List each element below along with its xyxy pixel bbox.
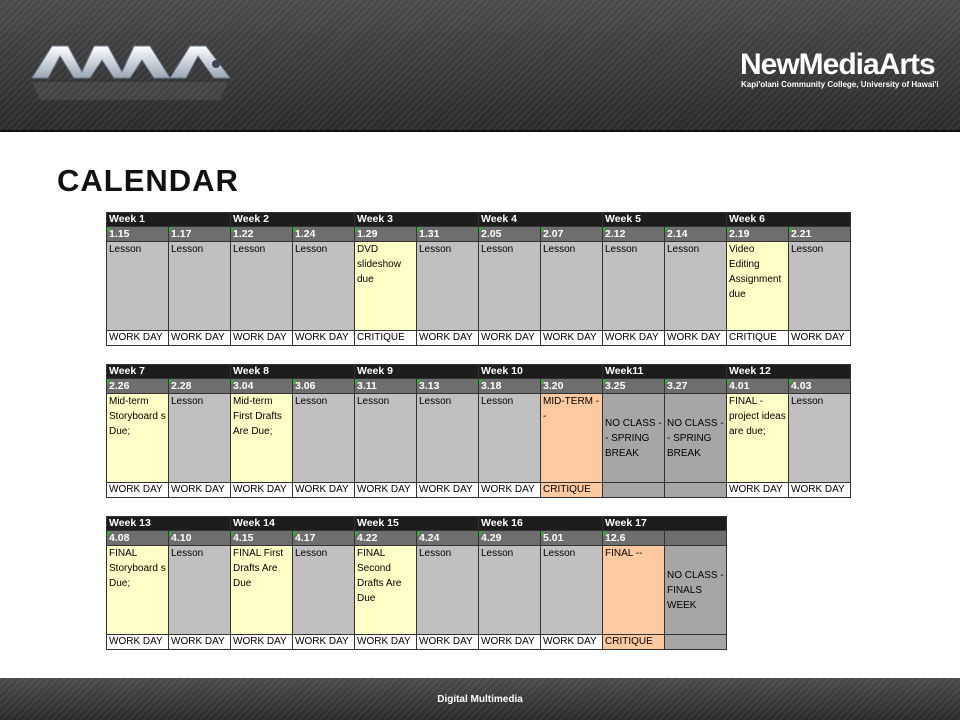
date-label: 1.15	[109, 228, 130, 240]
date-cell	[169, 227, 231, 242]
footer-cell: WORK DAY	[417, 635, 479, 650]
date-cell	[789, 227, 851, 242]
activity-cell: Mid-term First Drafts Are Due;	[231, 394, 293, 483]
date-cell	[417, 379, 479, 394]
week-label: Week11	[603, 365, 665, 379]
date-cell	[541, 227, 603, 242]
footer-cell: WORK DAY	[479, 331, 541, 346]
date-label: 2.19	[729, 228, 750, 240]
date-row	[107, 379, 851, 394]
date-label: 3.11	[357, 380, 377, 392]
cell-marker-icon	[603, 532, 607, 536]
date-label: 5.01	[543, 532, 564, 544]
footer-cell: WORK DAY	[231, 483, 293, 498]
date-label: 2.28	[171, 380, 192, 392]
date-label: 3.04	[233, 380, 254, 392]
footer-cell: WORK DAY	[293, 635, 355, 650]
activity-cell: Lesson	[355, 394, 417, 483]
date-cell	[417, 227, 479, 242]
week-label: Week 17	[603, 517, 665, 531]
date-cell	[231, 227, 293, 242]
week-label-spacer	[541, 365, 603, 379]
activity-cell: MID-TERM --	[541, 394, 603, 483]
cell-marker-icon	[107, 228, 111, 232]
brand-name: NewMediaArts	[740, 48, 935, 81]
activity-cell: NO CLASS -- SPRING BREAK	[665, 394, 727, 483]
activity-cell: Lesson	[417, 242, 479, 331]
date-label: 4.29	[481, 532, 502, 544]
date-label: 2.05	[481, 228, 502, 240]
week-label: Week 12	[727, 365, 789, 379]
cell-marker-icon	[665, 228, 669, 232]
cell-marker-icon	[231, 228, 235, 232]
date-cell	[169, 531, 231, 546]
cell-marker-icon	[169, 380, 173, 384]
cell-marker-icon	[665, 380, 669, 384]
date-label: 1.24	[295, 228, 316, 240]
week-label-spacer	[293, 517, 355, 531]
cell-marker-icon	[603, 380, 607, 384]
cell-marker-icon	[417, 228, 421, 232]
nma-logo	[30, 38, 240, 108]
cell-marker-icon	[789, 380, 793, 384]
footer-cell: WORK DAY	[169, 635, 231, 650]
date-label: 4.15	[233, 532, 254, 544]
date-label: 2.26	[109, 380, 130, 392]
week-label-spacer	[169, 517, 231, 531]
date-cell	[541, 531, 603, 546]
week-label: Week 9	[355, 365, 417, 379]
week-label-spacer	[417, 517, 479, 531]
week-label-spacer	[169, 213, 231, 227]
date-cell	[665, 227, 727, 242]
footer-row	[107, 331, 851, 346]
footer-cell: WORK DAY	[169, 331, 231, 346]
cell-marker-icon	[479, 228, 483, 232]
week-header-row	[107, 213, 851, 227]
footer-cell: WORK DAY	[355, 483, 417, 498]
footer-cell: WORK DAY	[231, 635, 293, 650]
week-label: Week 14	[231, 517, 293, 531]
activity-cell: Lesson	[479, 394, 541, 483]
week-label: Week 16	[479, 517, 541, 531]
footer-cell: WORK DAY	[789, 483, 851, 498]
date-label: 4.24	[419, 532, 440, 544]
footer-cell: WORK DAY	[355, 635, 417, 650]
activity-cell: Lesson	[479, 242, 541, 331]
footer-cell: WORK DAY	[417, 331, 479, 346]
date-label: 1.22	[233, 228, 254, 240]
activity-cell: Lesson	[479, 546, 541, 635]
week-label-spacer	[789, 213, 851, 227]
activity-cell: Lesson	[789, 394, 851, 483]
week-label-spacer	[541, 213, 603, 227]
footer-cell	[665, 483, 727, 498]
cell-marker-icon	[727, 228, 731, 232]
activity-cell: Lesson	[417, 394, 479, 483]
footer-cell: WORK DAY	[169, 483, 231, 498]
week-label-spacer	[665, 517, 727, 531]
footer-banner	[0, 678, 960, 720]
date-label: 2.14	[667, 228, 688, 240]
footer-cell	[603, 483, 665, 498]
date-label: 4.22	[357, 532, 378, 544]
cell-marker-icon	[107, 380, 111, 384]
week-label: Week 1	[107, 213, 169, 227]
activity-cell: Lesson	[107, 242, 169, 331]
footer-cell: WORK DAY	[665, 331, 727, 346]
footer-cell: WORK DAY	[107, 635, 169, 650]
date-label: 3.20	[543, 380, 564, 392]
footer-cell: WORK DAY	[231, 331, 293, 346]
week-label: Week 13	[107, 517, 169, 531]
footer-cell: WORK DAY	[293, 483, 355, 498]
date-cell	[727, 227, 789, 242]
date-label: 12.6	[605, 532, 626, 544]
date-label: 1.17	[171, 228, 192, 240]
cell-marker-icon	[355, 380, 359, 384]
activity-row	[107, 242, 851, 331]
date-cell	[479, 531, 541, 546]
activity-row	[107, 394, 851, 483]
cell-marker-icon	[417, 532, 421, 536]
footer-cell: WORK DAY	[541, 635, 603, 650]
activity-cell: FINAL --	[603, 546, 665, 635]
date-cell	[355, 531, 417, 546]
week-label: Week 2	[231, 213, 293, 227]
activity-cell: FINAL Storyboard s Due;	[107, 546, 169, 635]
activity-cell: Lesson	[169, 242, 231, 331]
header-banner	[0, 0, 960, 132]
cell-marker-icon	[541, 380, 545, 384]
footer-cell: WORK DAY	[541, 331, 603, 346]
week-label-spacer	[665, 213, 727, 227]
date-cell	[107, 531, 169, 546]
activity-row	[107, 546, 727, 635]
footer-cell: WORK DAY	[107, 331, 169, 346]
footer-label: Digital Multimedia	[437, 694, 523, 705]
activity-cell: Lesson	[417, 546, 479, 635]
date-cell	[169, 379, 231, 394]
cell-marker-icon	[293, 228, 297, 232]
week-label-spacer	[417, 213, 479, 227]
date-cell	[293, 227, 355, 242]
date-row	[107, 531, 727, 546]
date-label: 1.29	[357, 228, 378, 240]
date-label: 2.21	[791, 228, 812, 240]
date-cell	[665, 531, 727, 546]
footer-row	[107, 635, 727, 650]
activity-cell: Lesson	[293, 242, 355, 331]
date-cell	[293, 531, 355, 546]
footer-cell: WORK DAY	[293, 331, 355, 346]
calendar-block-3	[106, 516, 727, 650]
footer-cell: CRITIQUE	[727, 331, 789, 346]
activity-cell: NO CLASS -- SPRING BREAK	[603, 394, 665, 483]
cell-marker-icon	[727, 380, 731, 384]
date-label: 3.06	[295, 380, 316, 392]
activity-cell: FINAL First Drafts Are Due	[231, 546, 293, 635]
calendar-block-1	[106, 212, 851, 346]
week-label-spacer	[665, 365, 727, 379]
cell-marker-icon	[169, 228, 173, 232]
date-label: 1.31	[419, 228, 440, 240]
week-label-spacer	[541, 517, 603, 531]
cell-marker-icon	[293, 532, 297, 536]
week-label-spacer	[789, 365, 851, 379]
activity-cell: Lesson	[541, 546, 603, 635]
activity-cell: Mid-term Storyboard s Due;	[107, 394, 169, 483]
date-cell	[603, 227, 665, 242]
date-cell	[603, 379, 665, 394]
week-label: Week 4	[479, 213, 541, 227]
footer-cell: CRITIQUE	[355, 331, 417, 346]
date-cell	[541, 379, 603, 394]
cell-marker-icon	[479, 380, 483, 384]
week-label-spacer	[417, 365, 479, 379]
week-label: Week 15	[355, 517, 417, 531]
footer-cell: WORK DAY	[479, 483, 541, 498]
date-cell	[231, 531, 293, 546]
date-cell	[293, 379, 355, 394]
date-cell	[479, 227, 541, 242]
date-cell	[107, 379, 169, 394]
cell-marker-icon	[541, 532, 545, 536]
brand-subtitle: Kapi'olani Community College, University of Hawai'i	[741, 80, 939, 89]
activity-cell: Lesson	[293, 546, 355, 635]
cell-marker-icon	[789, 228, 793, 232]
page-title: CALENDAR	[57, 163, 239, 198]
date-label: 3.18	[481, 380, 502, 392]
footer-row	[107, 483, 851, 498]
activity-cell: FINAL Second Drafts Are Due	[355, 546, 417, 635]
week-label: Week 5	[603, 213, 665, 227]
date-label: 2.07	[543, 228, 564, 240]
date-label: 4.08	[109, 532, 130, 544]
week-label: Week 8	[231, 365, 293, 379]
footer-cell: WORK DAY	[479, 635, 541, 650]
date-label: 2.12	[605, 228, 626, 240]
date-cell	[355, 227, 417, 242]
activity-cell: Lesson	[665, 242, 727, 331]
week-header-row	[107, 517, 727, 531]
week-label-spacer	[293, 365, 355, 379]
activity-cell: Lesson	[169, 394, 231, 483]
date-label: 3.13	[419, 380, 440, 392]
cell-marker-icon	[417, 380, 421, 384]
date-label: 4.01	[729, 380, 750, 392]
cell-marker-icon	[293, 380, 297, 384]
activity-cell: DVD slideshow due	[355, 242, 417, 331]
date-cell	[355, 379, 417, 394]
date-cell	[479, 379, 541, 394]
week-label: Week 3	[355, 213, 417, 227]
date-label: 3.25	[605, 380, 626, 392]
footer-cell: WORK DAY	[727, 483, 789, 498]
calendar-block-2	[106, 364, 851, 498]
cell-marker-icon	[169, 532, 173, 536]
footer-cell	[665, 635, 727, 650]
cell-marker-icon	[603, 228, 607, 232]
footer-cell: CRITIQUE	[541, 483, 603, 498]
cell-marker-icon	[107, 532, 111, 536]
date-label: 4.17	[295, 532, 316, 544]
date-cell	[107, 227, 169, 242]
cell-marker-icon	[231, 380, 235, 384]
cell-marker-icon	[479, 532, 483, 536]
date-cell	[417, 531, 479, 546]
cell-marker-icon	[355, 532, 359, 536]
footer-cell: CRITIQUE	[603, 635, 665, 650]
date-cell	[727, 379, 789, 394]
date-row	[107, 227, 851, 242]
activity-cell: Lesson	[169, 546, 231, 635]
date-label: 3.27	[667, 380, 688, 392]
cell-marker-icon	[355, 228, 359, 232]
week-label-spacer	[293, 213, 355, 227]
activity-cell: Lesson	[231, 242, 293, 331]
cell-marker-icon	[231, 532, 235, 536]
activity-cell: Lesson	[541, 242, 603, 331]
activity-cell: Lesson	[603, 242, 665, 331]
date-cell	[603, 531, 665, 546]
week-label: Week 6	[727, 213, 789, 227]
date-cell	[665, 379, 727, 394]
activity-cell: NO CLASS - FINALS WEEK	[665, 546, 727, 635]
week-label: Week 10	[479, 365, 541, 379]
week-label: Week 7	[107, 365, 169, 379]
cell-marker-icon	[541, 228, 545, 232]
date-label: 4.03	[791, 380, 812, 392]
week-label-spacer	[169, 365, 231, 379]
date-cell	[789, 379, 851, 394]
footer-cell: WORK DAY	[789, 331, 851, 346]
date-label: 4.10	[171, 532, 192, 544]
activity-cell: Video Editing Assignment due	[727, 242, 789, 331]
activity-cell: Lesson	[789, 242, 851, 331]
footer-cell: WORK DAY	[603, 331, 665, 346]
footer-cell: WORK DAY	[107, 483, 169, 498]
activity-cell: FINAL - project ideas are due;	[727, 394, 789, 483]
date-cell	[231, 379, 293, 394]
week-header-row	[107, 365, 851, 379]
footer-cell: WORK DAY	[417, 483, 479, 498]
activity-cell: Lesson	[293, 394, 355, 483]
